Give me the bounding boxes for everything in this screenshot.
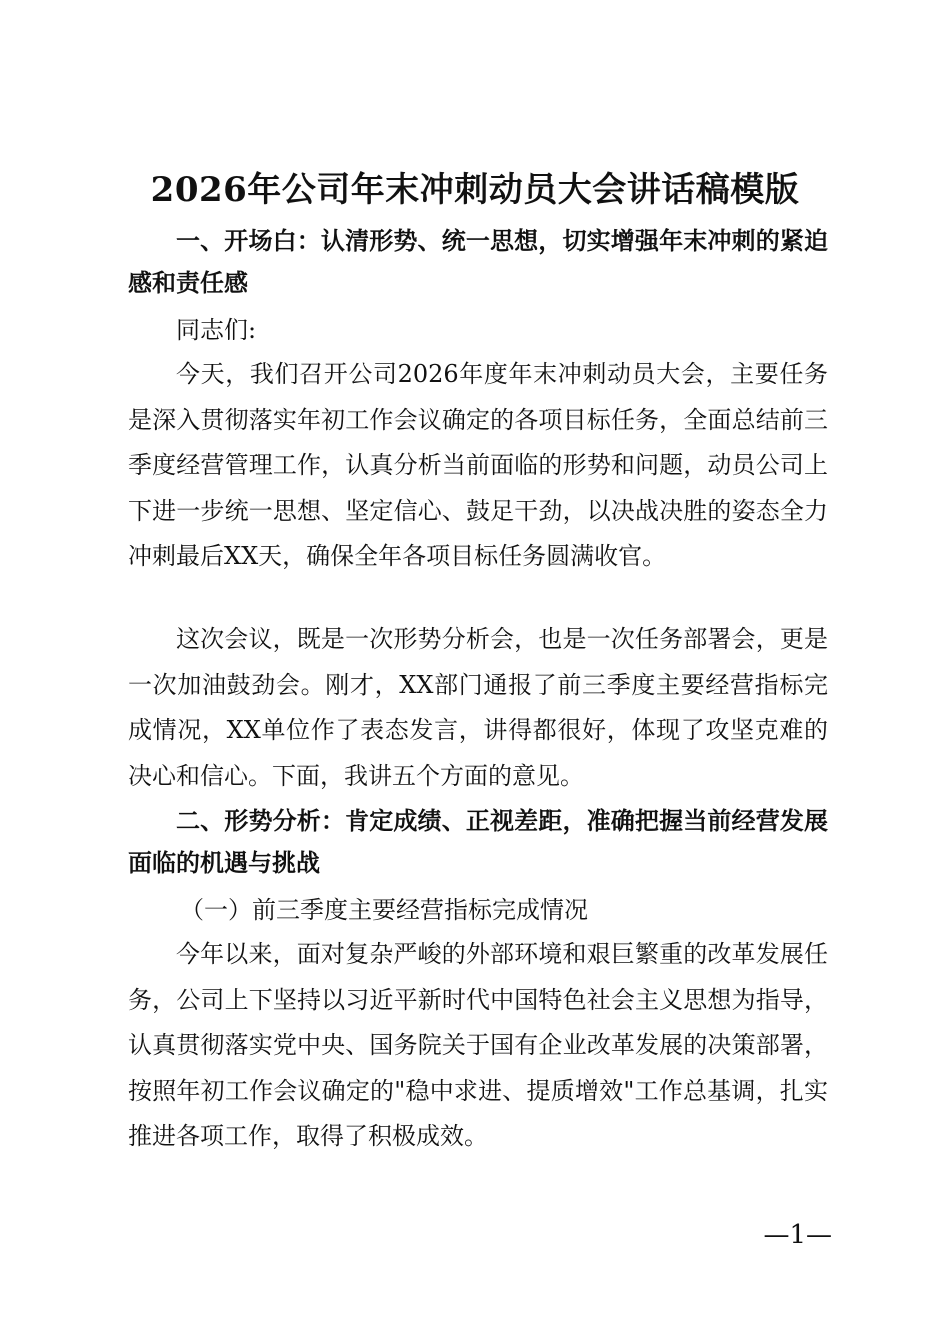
page-number: —1— xyxy=(763,1220,832,1250)
document-title: 2026年公司年末冲刺动员大会讲话稿模版 xyxy=(150,170,800,210)
section-heading-1: 一、开场白：认清形势、统一思想，切实增强年末冲刺的紧迫感和责任感 xyxy=(128,227,828,297)
salutation-paragraph: 同志们: xyxy=(176,316,257,344)
meeting-purpose-paragraph: 这次会议，既是一次形势分析会，也是一次任务部署会，更是一次加油鼓劲会。刚才，XX部门通报了前三季度主要经营指标完成情况，XX单位作了表态发言，讲得都很好，体现了攻坚克难的决心和信心。下面，我讲五个方面的意见。 xyxy=(128,625,828,790)
subsection-heading: （一）前三季度主要经营指标完成情况 xyxy=(180,896,588,924)
section-heading-2: 二、形势分析：肯定成绩、正视差距，准确把握当前经营发展面临的机遇与挑战 xyxy=(128,807,828,877)
opening-paragraph: 今天，我们召开公司2026年度年末冲刺动员大会，主要任务是深入贯彻落实年初工作会议确定的各项目标任务，全面总结前三季度经营管理工作，认真分析当前面临的形势和问题，动员公司上下进一步统一思想、坚定信心、鼓足干劲，以决战决胜的姿态全力冲刺最后XX天，确保全年各项目标任务圆满收官。 xyxy=(128,360,828,570)
performance-paragraph: 今年以来，面对复杂严峻的外部环境和艰巨繁重的改革发展任务，公司上下坚持以习近平新时代中国特色社会主义思想为指导，认真贯彻落实党中央、国务院关于国有企业改革发展的决策部署，按照年初工作会议确定的"稳中求进、提质增效"工作总基调，扎实推进各项工作，取得了积极成效。 xyxy=(128,940,828,1150)
